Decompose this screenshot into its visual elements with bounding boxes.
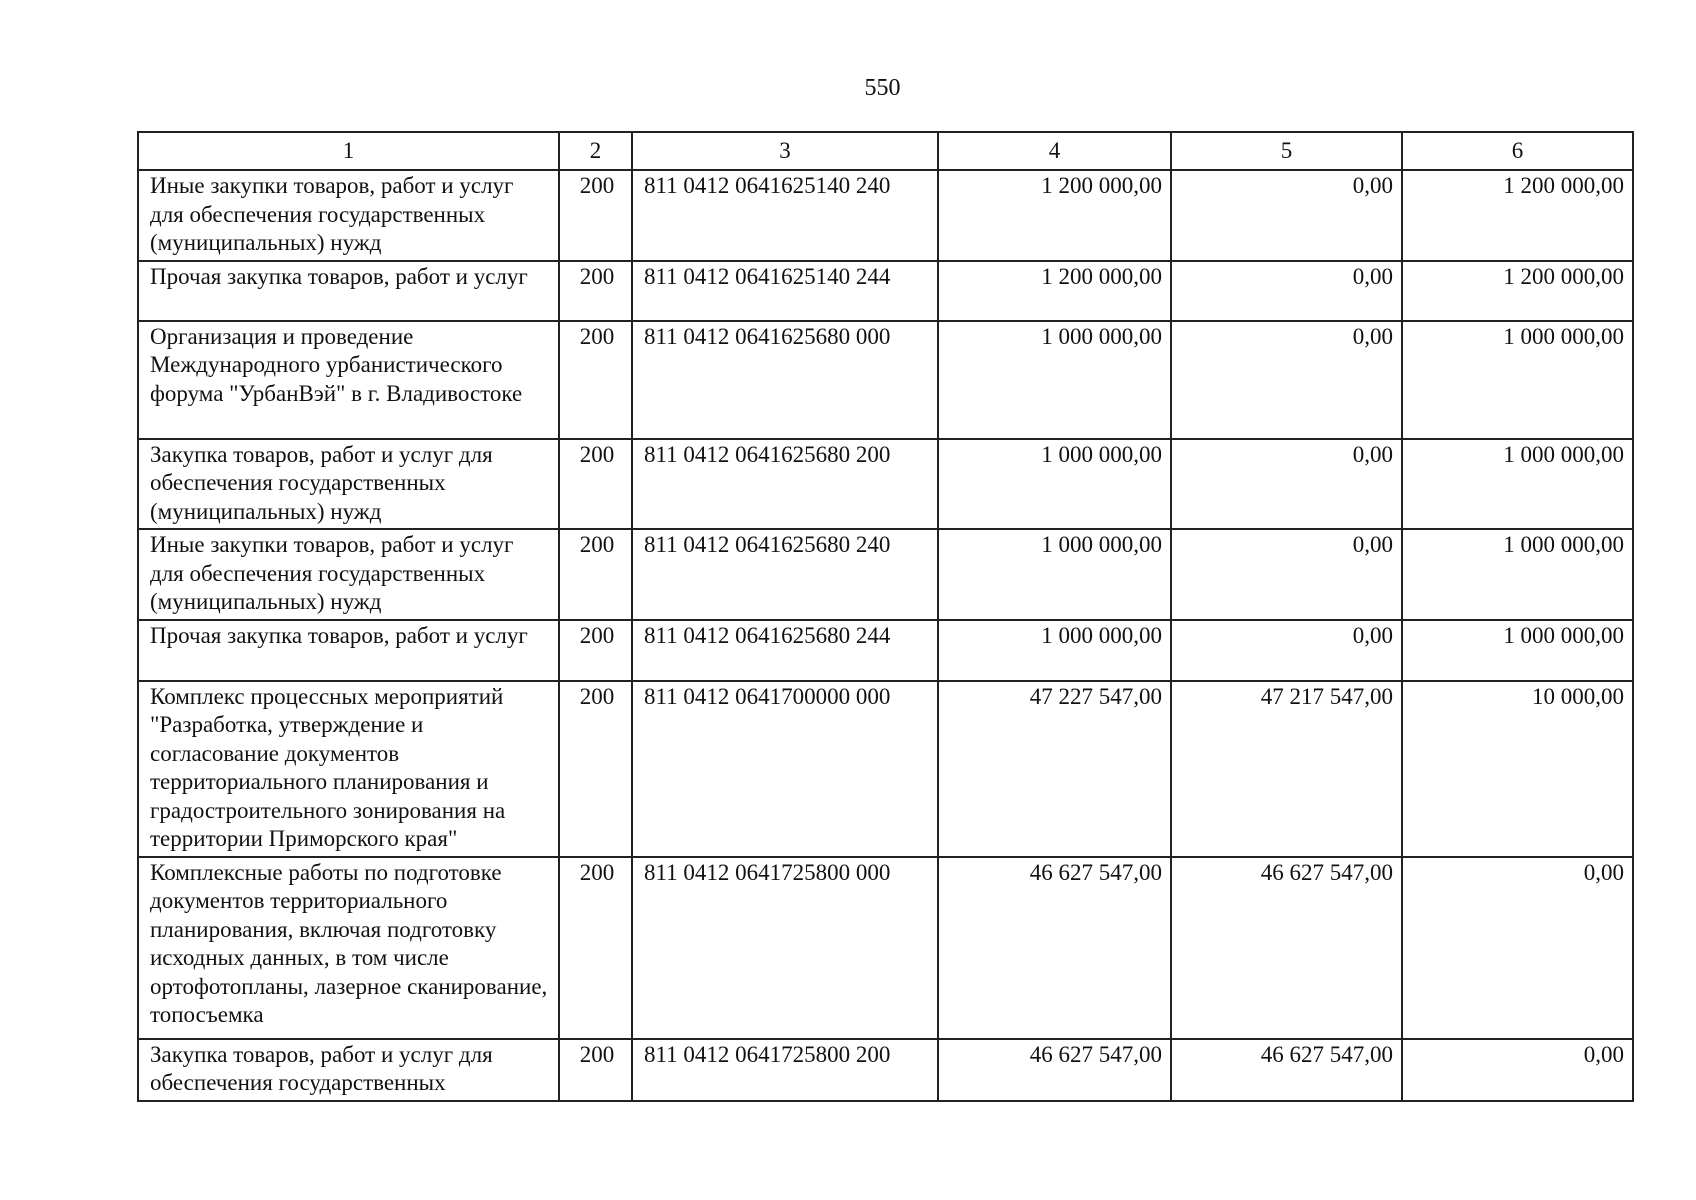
- row-col5: 0,00: [1171, 620, 1402, 681]
- row-col4: 46 627 547,00: [938, 1039, 1171, 1101]
- row-name: Иные закупки товаров, работ и услуг для обеспечения государственных (муниципальных) нужд: [138, 170, 559, 261]
- row-col4: 1 000 000,00: [938, 529, 1171, 620]
- row-col6: 0,00: [1402, 1039, 1633, 1101]
- page-number: 550: [864, 75, 901, 101]
- column-header-4: 4: [938, 132, 1171, 170]
- row-col5: 0,00: [1171, 529, 1402, 620]
- row-code: 200: [559, 857, 632, 1039]
- row-col5: 0,00: [1171, 321, 1402, 439]
- row-code: 200: [559, 321, 632, 439]
- row-col4: 46 627 547,00: [938, 857, 1171, 1039]
- row-code: 200: [559, 1039, 632, 1101]
- row-name: Комплекс процессных мероприятий "Разработка, утверждение и согласование документов территориального планирования и градостроительного зонирования на территории Приморского края": [138, 681, 559, 857]
- row-name: Организация и проведение Международного урбанистического форума "УрбанВэй" в г. Владивостоке: [138, 321, 559, 439]
- row-code: 200: [559, 261, 632, 321]
- row-kbk: 811 0412 0641625140 240: [632, 170, 938, 261]
- row-kbk: 811 0412 0641725800 000: [632, 857, 938, 1039]
- row-col5: 0,00: [1171, 170, 1402, 261]
- row-col6: 1 000 000,00: [1402, 529, 1633, 620]
- column-header-3: 3: [632, 132, 938, 170]
- row-kbk: 811 0412 0641725800 200: [632, 1039, 938, 1101]
- row-col5: 46 627 547,00: [1171, 1039, 1402, 1101]
- header-row: [138, 132, 1633, 170]
- row-name: Закупка товаров, работ и услуг для обеспечения государственных (муниципальных) нужд: [138, 439, 559, 530]
- row-col6: 1 200 000,00: [1402, 170, 1633, 261]
- row-kbk: 811 0412 0641625680 244: [632, 620, 938, 681]
- row-code: 200: [559, 681, 632, 857]
- row-code: 200: [559, 439, 632, 530]
- row-col5: 0,00: [1171, 261, 1402, 321]
- row-col5: 46 627 547,00: [1171, 857, 1402, 1039]
- row-col6: 0,00: [1402, 857, 1633, 1039]
- row-name: Прочая закупка товаров, работ и услуг: [138, 620, 559, 681]
- row-col4: 47 227 547,00: [938, 681, 1171, 857]
- table-row: [138, 170, 1633, 261]
- table-row: [138, 439, 1633, 530]
- row-col4: 1 000 000,00: [938, 439, 1171, 530]
- table-row: [138, 529, 1633, 620]
- table-row: [138, 857, 1633, 1039]
- row-col5: 47 217 547,00: [1171, 681, 1402, 857]
- table-row: [138, 681, 1633, 857]
- row-name: Закупка товаров, работ и услуг для обеспечения государственных: [138, 1039, 559, 1101]
- row-kbk: 811 0412 0641625680 240: [632, 529, 938, 620]
- row-col4: 1 000 000,00: [938, 321, 1171, 439]
- row-name: Комплексные работы по подготовке документов территориального планирования, включая подготовку исходных данных, в том числе ортофотопланы, лазерное сканирование, топосъемка: [138, 857, 559, 1039]
- column-header-6: 6: [1402, 132, 1633, 170]
- row-col4: 1 200 000,00: [938, 261, 1171, 321]
- row-col6: 10 000,00: [1402, 681, 1633, 857]
- row-code: 200: [559, 529, 632, 620]
- row-code: 200: [559, 170, 632, 261]
- row-col5: 0,00: [1171, 439, 1402, 530]
- budget-table: [137, 131, 1634, 1102]
- column-header-1: 1: [138, 132, 559, 170]
- table-row: [138, 261, 1633, 321]
- row-name: Прочая закупка товаров, работ и услуг: [138, 261, 559, 321]
- column-header-5: 5: [1171, 132, 1402, 170]
- row-col6: 1 000 000,00: [1402, 321, 1633, 439]
- row-col6: 1 000 000,00: [1402, 439, 1633, 530]
- row-kbk: 811 0412 0641700000 000: [632, 681, 938, 857]
- table-row: [138, 620, 1633, 681]
- row-kbk: 811 0412 0641625140 244: [632, 261, 938, 321]
- row-name: Иные закупки товаров, работ и услуг для обеспечения государственных (муниципальных) нужд: [138, 529, 559, 620]
- row-code: 200: [559, 620, 632, 681]
- column-header-2: 2: [559, 132, 632, 170]
- table-row: [138, 321, 1633, 439]
- row-kbk: 811 0412 0641625680 000: [632, 321, 938, 439]
- row-kbk: 811 0412 0641625680 200: [632, 439, 938, 530]
- row-col6: 1 000 000,00: [1402, 620, 1633, 681]
- row-col4: 1 200 000,00: [938, 170, 1171, 261]
- row-col6: 1 200 000,00: [1402, 261, 1633, 321]
- row-col4: 1 000 000,00: [938, 620, 1171, 681]
- table-row: [138, 1039, 1633, 1101]
